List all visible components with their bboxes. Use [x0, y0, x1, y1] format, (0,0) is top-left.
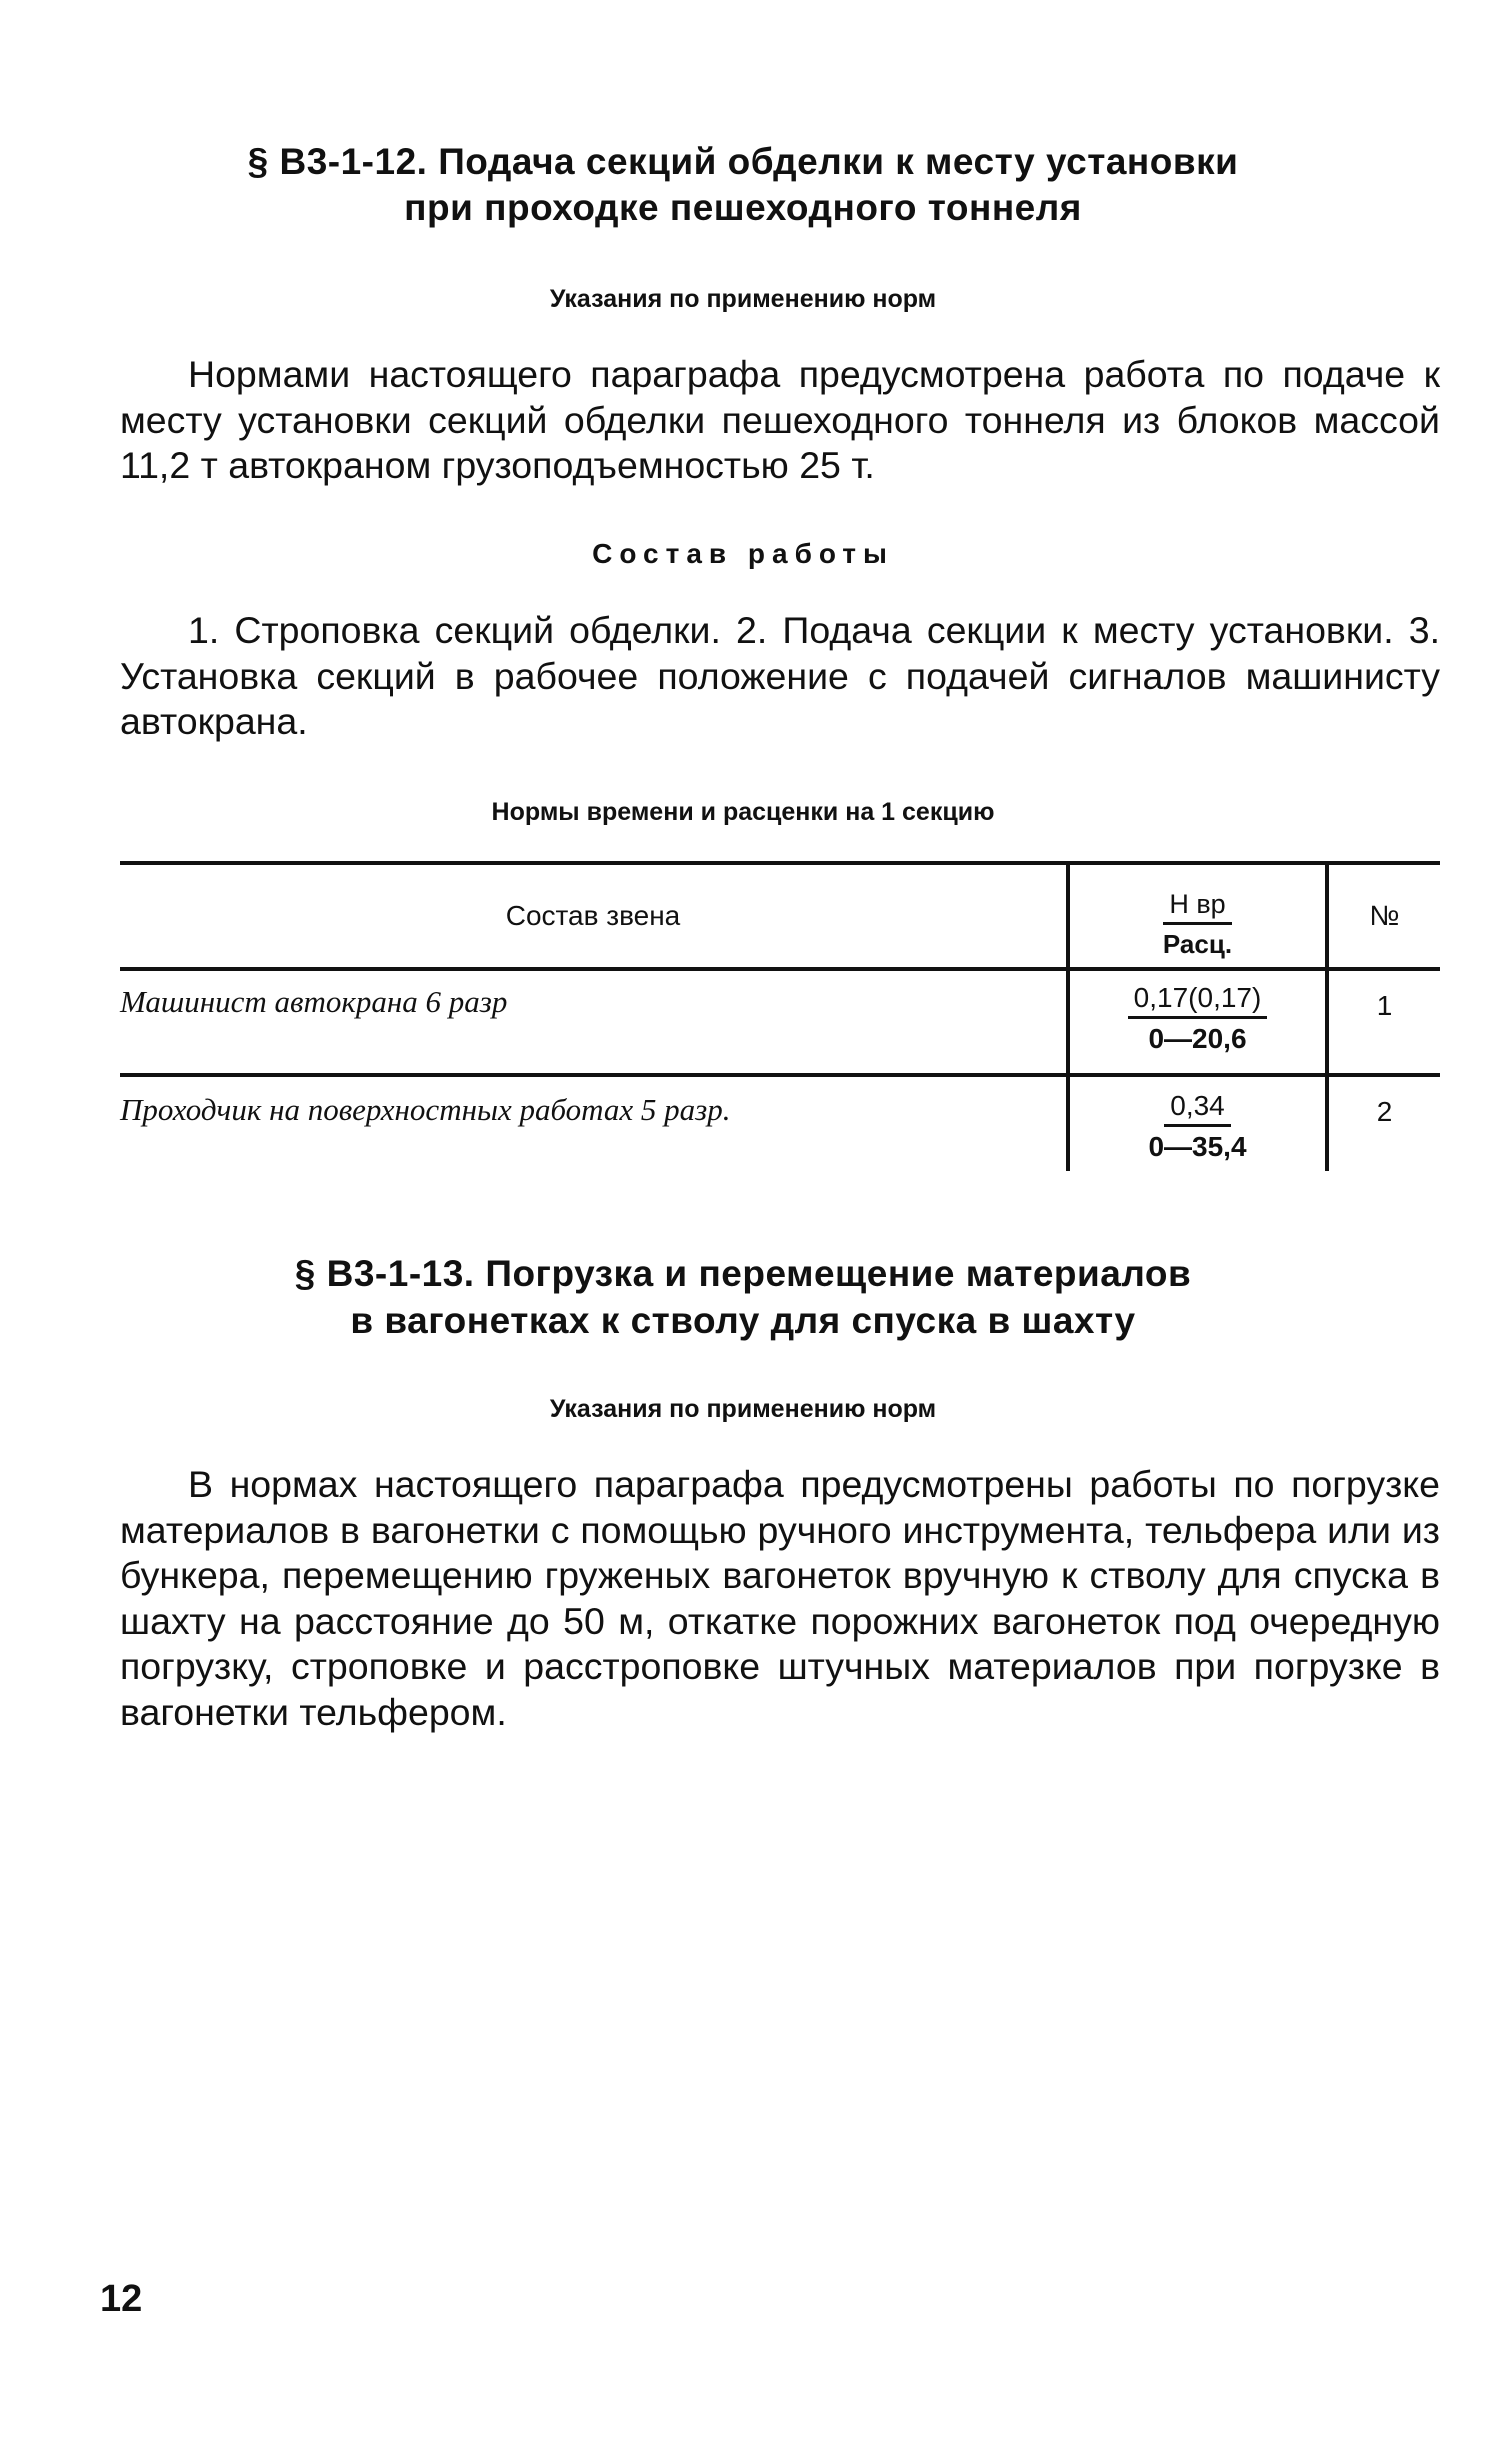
table-row-2-norm-value: 0,34: [1164, 1090, 1231, 1127]
header-team: Состав звена: [505, 900, 681, 931]
section1-guidance-heading: Указания по применению норм: [549, 285, 937, 313]
table-row-1-rate: 0—20,6: [1148, 1023, 1247, 1054]
table-header-rule: [120, 967, 1440, 971]
header-norm-num: Н вр: [1163, 889, 1231, 925]
header-norm: [1070, 888, 1325, 960]
section1-title-line1: § В3-1-12. Подача секций обделки к месту установки: [247, 141, 1239, 182]
section2-title-line1: § В3-1-13. Погрузка и перемещение материалов: [294, 1253, 1192, 1294]
section1-work-paragraph: [120, 608, 1440, 745]
table-row-1-norm: [1070, 982, 1325, 1055]
table-row-rule: [120, 1073, 1440, 1077]
section1-work-text: 1. Строповка секций обделки. 2. Подача секции к месту установки. 3. Установка секций в рабочее положение с подачей сигналов машинисту автокрана.: [120, 609, 1440, 742]
table-row-2-norm: [1070, 1090, 1325, 1163]
section2-guidance-text: В нормах настоящего параграфа предусмотрены работы по погрузке материалов в вагонетки с помощью ручного инструмента, тельфера или из бункера, перемещению груженых вагонеток вручную к стволу для спуска в шахту на расстояние до 50 м, откатке порожних вагонеток под очередную погрузку, строповке и расстроповке штучных материалов при погрузке в вагонетки тельфером.: [120, 1463, 1440, 1733]
table-caption: Нормы времени и расценки на 1 секцию: [491, 798, 995, 826]
section2-guidance-heading: Указания по применению норм: [549, 1395, 937, 1423]
section1-guidance-paragraph: [120, 352, 1440, 489]
section2-title-line2: в вагонетках к стволу для спуска в шахту: [350, 1300, 1136, 1341]
table-row-1-norm-value: 0,17(0,17): [1128, 982, 1268, 1019]
section1-work-heading: Состав работы: [592, 538, 894, 569]
header-no: №: [1369, 900, 1400, 931]
table-top-rule: [120, 861, 1440, 865]
table-row-2-team: Проходчик на поверхностных работах 5 разр.: [120, 1092, 731, 1127]
section1-title-line2: при проходке пешеходного тоннеля: [404, 187, 1082, 228]
table-row-2-rate: 0—35,4: [1148, 1131, 1247, 1162]
table-row-1-team: Машинист автокрана 6 разр: [120, 984, 508, 1019]
table-row-2-no: 2: [1376, 1096, 1393, 1127]
section1-guidance-text: Нормами настоящего параграфа предусмотрена работа по подаче к месту установки секций обделки пешеходного тоннеля из блоков массой 11,2 т автокраном грузоподъемностью 25 т.: [120, 353, 1440, 486]
section2-guidance-paragraph: [120, 1462, 1440, 1735]
table-row-1-no: 1: [1376, 990, 1393, 1021]
page-number: 12: [100, 2278, 143, 2320]
header-norm-den: Расц.: [1162, 929, 1233, 959]
